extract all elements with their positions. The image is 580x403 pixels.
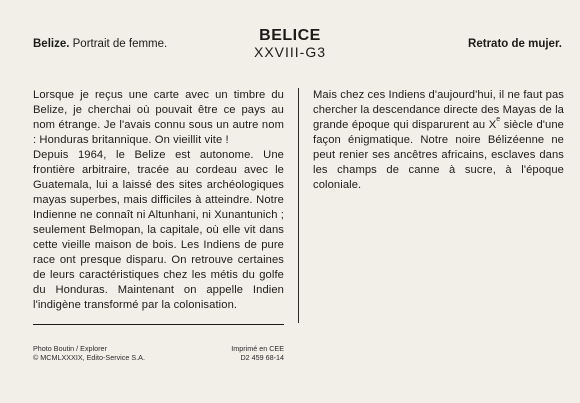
card-code: XXVIII-G3 (253, 44, 327, 60)
century-superscript: e (496, 116, 501, 123)
header-left-country: Belize. (33, 38, 70, 50)
footer-credits (33, 344, 145, 362)
left-paragraph-2: Depuis 1964, le Belize est autonome. Une frontière arbitraire, tracée au cordeau avec le Guatemala, lui a laissé des sites archéologiques mayas superbes, mais difficiles à atteindre. Notre Indienne ne connaît ni Altunhani, ni Xunantunich ; seulement Belmopan, la capitale, où elle vit dans cette vieille maison de bois. Les Indiens de pure race ont presque disparu. On retrouve certaines de leurs caractéristiques chez les métis du golfe du Honduras. Maintenant on appelle Indien l'indigène transformé par la colonisation. (33, 149, 284, 311)
header-right-caption: Retrato de mujer. (468, 38, 562, 50)
header-left-text: Portrait de femme. (72, 38, 168, 50)
left-column-rule (33, 324, 284, 325)
printed-in: Imprimé en CEE (231, 344, 284, 353)
photo-credit: Photo Boutin / Explorer (33, 344, 107, 353)
reference-number: D2 459 68-14 (240, 353, 284, 362)
copyright-line: © MCMLXXXIX, Edito-Service S.A. (33, 353, 145, 362)
left-column (33, 88, 284, 313)
right-paragraph (313, 88, 564, 193)
right-text-part-2: siècle d'une façon énigmatique. Notre noire Bélizéenne ne peut renier ses ancêtres africains, esclaves dans les champs de canne à sucre, à l'époque coloniale. (313, 119, 564, 191)
right-column (313, 88, 564, 193)
right-text-part-1: Mais chez ces Indiens d'aujourd'hui, il ne faut pas chercher la descendance directe des Mayas de la grande époque qui disparurent au X (313, 89, 564, 131)
left-paragraph-1: Lorsque je reçus une carte avec un timbre du Belize, je cherchai où pouvait être ce pays au nom étrange. Je l'avais connu sous un autre nom : Honduras britannique. On vieillit vite ! (33, 89, 284, 146)
card-title: BELICE (259, 27, 321, 44)
column-divider (298, 88, 299, 323)
footer-print-info (186, 344, 284, 362)
